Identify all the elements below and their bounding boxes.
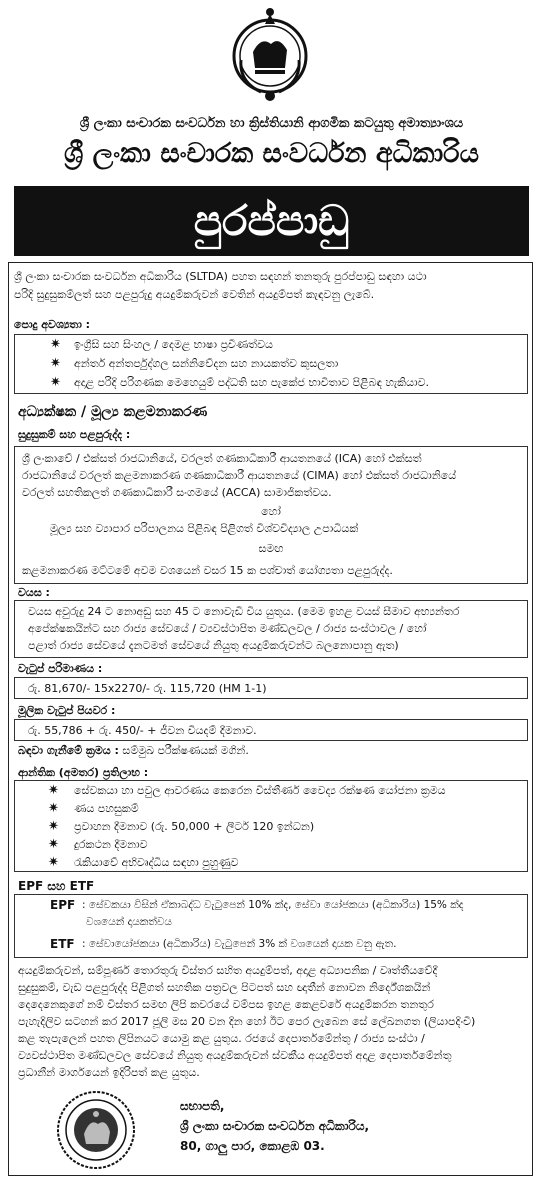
- qualifications-heading: සුදුසුකම් සහ පළපුරුද්ද :: [18, 428, 131, 441]
- bullet-star-icon: ✷: [48, 801, 59, 816]
- sltda-seal-icon: [56, 1090, 136, 1170]
- benefits-heading: ආන්තික (අමතර) ප්‍රතිලාභ :: [18, 766, 149, 779]
- apply-line: ප්‍රධානීන් මාර්ගයෙන් ඉදිරිපත් කළ යුතුය.: [18, 1066, 200, 1079]
- benefit-item: දුරකථන දීමනාව: [74, 838, 148, 851]
- bullet-star-icon: ✷: [48, 837, 59, 852]
- epf-label: EPF: [50, 898, 76, 912]
- benefit-item: ප්‍රවාහන දීමනාව (රු. 50,000 + ලීටර් 120 ඉන්ධන): [74, 820, 315, 833]
- qualification-line: රාජධානියේ වරලත් කළමනාකරණ ගණකාධිකාරී ආයතනයේ (CIMA) හෝ එක්සත් රාජධානියේ: [22, 469, 457, 482]
- epf-line-2: වශයෙන් දායකත්වය: [86, 916, 172, 928]
- bullet-star-icon: ✷: [50, 337, 61, 352]
- or-separator: හෝ: [261, 505, 281, 518]
- age-heading: වයස :: [18, 586, 50, 599]
- intro-line-2: පරිදි සුදුසුකම්ලත් සහ පළපුරුදු අයදුම්කරුවන් වෙතින් අයදුම්පත් කැඳවනු ලැබේ.: [14, 288, 375, 301]
- signatory-title: සභාපති,: [180, 1099, 225, 1113]
- apply-line: කළ තැපැලෙන් පහත ලිපිනයට යොමු කළ යුතුය. රජයේ දෙපාර්තමේන්තු / රාජ්‍ය සංස්ථා /: [18, 1032, 425, 1045]
- apply-line: අයදුම්කරුවන්, සම්පූර්ණ තොරතුරු විස්තර සහිත අයදුම්පත්, අදාළ අධ්‍යාපනික / වෘත්තීයවේදී: [18, 964, 438, 977]
- bullet-star-icon: ✷: [50, 375, 61, 390]
- recruitment-heading: බඳවා ගැනීමේ ක්‍රමය :: [18, 744, 119, 757]
- salary-heading: වැටුප් පරිමාණය :: [18, 662, 103, 675]
- epf-line-1: : සේවකයා විසින් ඒකාබද්ධ වැටුපෙන් 10% ක්ද, සේවා යෝජකයා (අධිකාරිය) 15% ක්ද: [82, 899, 464, 911]
- apply-line: පැහැදිලිව සටහන් කර 2017 ජූලි මස 20 වන දින හෝ ඊට පෙර ලැබෙන සේ ලේඛනගත (ලියාපදිංචි): [18, 1015, 476, 1028]
- benefit-item: සේවකයා හා පවුල ආවරණය කෙරෙන විස්තීර්ණ වෛද්‍ය රක්ෂණ යෝජනා ක්‍රමය: [74, 784, 446, 797]
- age-line: අපේක්ෂකයින්ට සහ රාජ්‍ය සේවයේ / ව්‍යවස්ථාපිත මණ්ඩලවල / රාජ්‍ය සංස්ථාවල / හෝ: [28, 622, 427, 635]
- bullet-star-icon: ✷: [48, 783, 59, 798]
- apply-line: සුදුසුකම්, වැඩ පළපුරුද්ද පිළිගත් සහතික පත්‍රවල පිටපත් සහ ඥාතීන් නොවන නිර්දේශකයින්: [18, 981, 431, 994]
- bullet-star-icon: ✷: [48, 819, 59, 834]
- apply-line: දෙදෙනෙකුගේ නම් විස්තර සමඟ ලිපි කවරයේ වම්පස ඉහළ කෙළවරේ අයදුම්කරන තනතුර: [18, 998, 434, 1011]
- benefit-item: ණය පහසුකම්: [74, 802, 139, 815]
- apply-line: ව්‍යවස්ථාපිත මණ්ඩලවල සේවයේ නියුතු අයදුම්කරුවන් ස්වකීය අයදුම්පත් අදාළ දෙපාර්තමේන්තු: [18, 1049, 452, 1062]
- address-street: 80, ගාලු පාර, කොළඹ 03.: [180, 1139, 325, 1153]
- experience-line: කළමනාකරණ මට්ටමේ අවම වශයෙන් වසර 15 ක පශ්චාත් යෝග්‍යතා පළපුරුද්ද.: [22, 564, 393, 577]
- ministry-name: ශ්‍රී ලංකා සංචාරක සංවර්ධන හා ක්‍රිස්තියානි ආගමික කටයුතු අමාත්‍යාංශය: [79, 116, 464, 131]
- general-item: අදාළ පරිදි පරිගණක මෙහෙයුම් පද්ධති සහ පැකේජ භාවිතාව පිළිබඳ හැකියාව.: [74, 376, 430, 389]
- recruitment-row: [18, 742, 249, 759]
- epf-etf-heading: EPF සහ ETF: [18, 879, 95, 893]
- authority-address-line: ශ්‍රී ලංකා සංචාරක සංවර්ධන අධිකාරිය,: [180, 1119, 370, 1133]
- etf-label: ETF: [50, 937, 75, 951]
- vacancies-banner: පුරප්පාඩු: [14, 186, 529, 256]
- bullet-star-icon: ✷: [50, 356, 61, 371]
- age-line: වයස අවුරුදු 24 ට නොඅඩු සහ 45 ට නොවැඩි විය යුතුය. (මෙම ඉහළ වයස් සීමාව අභ්‍යන්තර: [28, 605, 460, 618]
- intro-line-1: ශ්‍රී ලංකා සංචාරක සංවර්ධන අධිකාරිය (SLTDA) පහත සඳහන් තනතුරු පුරප්පාඩු සඳහා යථා: [14, 270, 427, 283]
- initial-salary-value: රු. 55,786 + රු. 450/- + ජීවන වියදම් දීමනාව.: [28, 724, 257, 737]
- post-title: අධ්‍යක්ෂක / මූල්‍ය කළමනාකරණ: [18, 404, 208, 420]
- bullet-star-icon: ✷: [48, 855, 59, 870]
- benefit-item: රැකියාවේ අභිවෘද්ධිය සඳහා පුහුණුව: [74, 856, 239, 869]
- general-item: අන්තර් අන්තර්පුද්ගල සන්නිවේදන සහ නායකත්ව කුසලතා: [74, 357, 339, 370]
- general-heading: පොදු අවශ්‍යතා :: [14, 318, 91, 331]
- etf-line: : සේවායෝජකයා (අධිකාරිය) වැටුපෙන් 3% ක් වශයෙන් දායක වනු ඇත.: [82, 938, 397, 950]
- recruitment-value: සම්මුඛ පරීක්ෂණයක් මගින්.: [122, 744, 249, 757]
- qualification-line: ශ්‍රී ලංකාවේ / එක්සත් රාජධානියේ, වරලත් ගණකාධිකාරී ආයතනයේ (ICA) හෝ එක්සත්: [22, 452, 422, 465]
- qualification-line: වරලත් සහතිකලත් ගණකාධිකාරී සංගමයේ (ACCA) සාමාජිකත්වය.: [22, 486, 332, 499]
- general-item: ඉංග්‍රීසි සහ සිංහල / දෙමළ භාෂා ප්‍රවීණත්වය: [74, 338, 273, 351]
- age-line: පළාත් රාජ්‍ය සේවයේ දැනටමත් සේවයේ නියුතු අයදුම්කරුවන්ට බලනොපානු ඇත): [28, 639, 399, 652]
- initial-salary-heading: මූලික වැටුප් පියවර :: [18, 704, 116, 717]
- sri-lanka-emblem-icon: [231, 6, 309, 104]
- with-separator: සමඟ: [258, 542, 284, 555]
- salary-value: රු. 81,670/- 15x2270/- රු. 115,720 (HM 1-1): [28, 682, 267, 695]
- authority-name: ශ්‍රී ලංකා සංචාරක සංවර්ධන අධිකාරිය: [63, 138, 480, 169]
- degree-line: මූල්‍ය සහ ව්‍යාපාර පරිපාලනය පිළිබඳ පිළිගත් විශ්වවිද්‍යාල උපාධියක්: [50, 522, 359, 535]
